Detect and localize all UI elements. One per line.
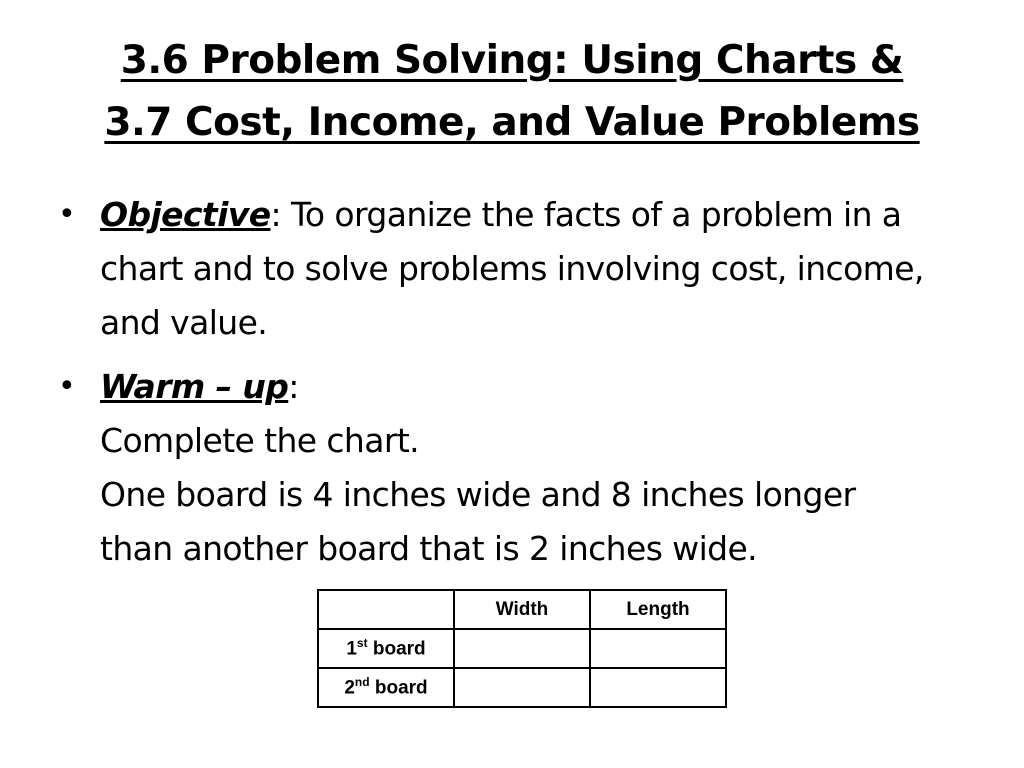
slide-title — [0, 30, 1024, 154]
cell-1st-length[interactable] — [590, 629, 726, 668]
header-cell-width: Width — [454, 590, 590, 629]
header-cell-length: Length — [590, 590, 726, 629]
objective-colon: : — [270, 195, 282, 234]
bullet-dot-icon: • — [58, 369, 76, 404]
objective-bullet — [58, 188, 948, 350]
objective-label: Objective — [100, 195, 271, 234]
header-cell-blank — [318, 590, 454, 629]
bullet-list — [58, 188, 948, 586]
warmup-label: Warm – up — [100, 367, 289, 406]
table-row — [318, 668, 726, 707]
row-label-2nd-board: 2nd board — [318, 668, 454, 707]
warmup-bullet — [58, 360, 948, 576]
cell-1st-width[interactable] — [454, 629, 590, 668]
warmup-problem: One board is 4 inches wide and 8 inches longer than another board that is 2 inches wide. — [100, 475, 856, 568]
table-header-row — [318, 590, 726, 629]
objective-text: To organize the facts of a problem in a chart and to solve problems involving cost, income, and value. — [100, 195, 924, 342]
warmup-colon: : — [288, 367, 299, 406]
row-label-1st-board: 1st board — [318, 629, 454, 668]
title-line-1: 3.6 Problem Solving: Using Charts & — [120, 38, 904, 83]
warmup-instruction: Complete the chart. — [100, 421, 420, 460]
bullet-dot-icon: • — [58, 197, 76, 232]
title-line-2: 3.7 Cost, Income, and Value Problems — [104, 100, 920, 145]
cell-2nd-length[interactable] — [590, 668, 726, 707]
table-row — [318, 629, 726, 668]
cell-2nd-width[interactable] — [454, 668, 590, 707]
board-chart-table — [317, 589, 727, 708]
